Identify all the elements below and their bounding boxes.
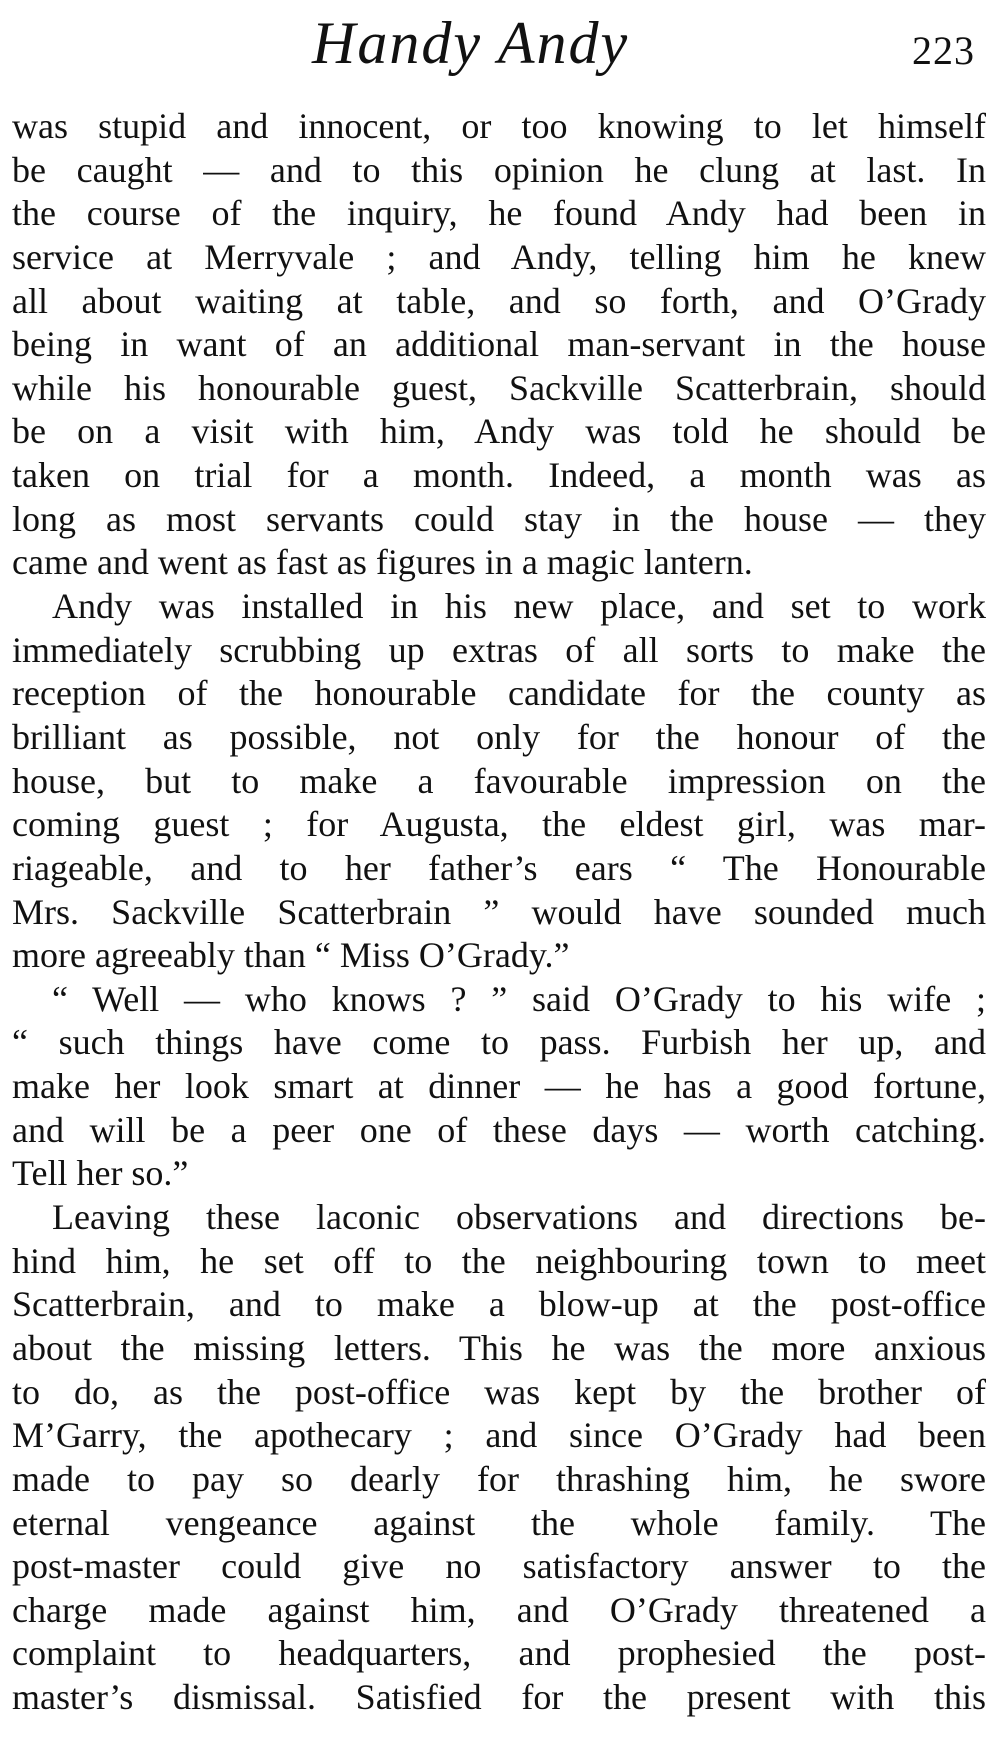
page-number: 223 xyxy=(912,28,975,73)
text-line: the course of the inquiry, he found Andy had been in xyxy=(12,193,986,234)
text-line: to do, as the post-office was kept by the brother of xyxy=(12,1371,986,1412)
text-line: eternal vengeance against the whole family. The xyxy=(12,1502,986,1543)
text-line: made to pay so dearly for thrashing him, he swore xyxy=(12,1458,986,1499)
text-line: immediately scrubbing up extras of all sorts to make the xyxy=(12,629,986,670)
text-line: long as most servants could stay in the house — they xyxy=(12,498,986,539)
text-line: brilliant as possible, not only for the honour of the xyxy=(12,716,986,757)
text-line: charge made against him, and O’Grady threatened a xyxy=(12,1589,986,1630)
text-line: Andy was installed in his new place, and set to work xyxy=(52,586,986,627)
text-line: riageable, and to her father’s ears “ The Honourable xyxy=(12,847,986,888)
text-line: “ such things have come to pass. Furbish her up, and xyxy=(12,1022,986,1063)
text-line: about the missing letters. This he was the more anxious xyxy=(12,1327,986,1368)
text-line: was stupid and innocent, or too knowing to let himself xyxy=(12,106,986,146)
text-line: and will be a peer one of these days — worth catching. xyxy=(12,1109,986,1150)
text-line: make her look smart at dinner — he has a good fortune, xyxy=(12,1066,986,1107)
text-line: “ Well — who knows ? ” said O’Grady to his wife ; xyxy=(52,978,986,1019)
text-line: be caught — and to this opinion he clung at last. In xyxy=(12,149,986,190)
text-line: complaint to headquarters, and prophesied the post- xyxy=(12,1633,986,1674)
text-line: service at Merryvale ; and Andy, telling him he knew xyxy=(12,236,986,277)
text-line: came and went as fast as figures in a magic lantern. xyxy=(12,542,753,583)
text-line: more agreeably than “ Miss O’Grady.” xyxy=(12,935,570,976)
text-line: while his honourable guest, Sackville Scatterbrain, should xyxy=(12,367,986,408)
text-line: taken on trial for a month. Indeed, a month was as xyxy=(12,455,986,496)
text-line: all about waiting at table, and so forth, and O’Grady xyxy=(12,280,986,321)
text-line: house, but to make a favourable impression on the xyxy=(12,760,986,801)
running-head xyxy=(0,8,1000,98)
text-line: Leaving these laconic observations and directions be- xyxy=(52,1197,986,1238)
text-line: master’s dismissal. Satisfied for the present with this xyxy=(12,1677,986,1718)
text-line: hind him, he set off to the neighbouring town to meet xyxy=(12,1240,986,1281)
text-line: being in want of an additional man-servant in the house xyxy=(12,324,986,365)
text-line: Tell her so.” xyxy=(12,1153,189,1194)
body-text xyxy=(12,105,986,1720)
running-title: Handy Andy xyxy=(312,10,630,76)
text-line: Scatterbrain, and to make a blow-up at the post-office xyxy=(12,1284,986,1325)
text-line: M’Garry, the apothecary ; and since O’Grady had been xyxy=(12,1415,986,1456)
text-line: reception of the honourable candidate for the county as xyxy=(12,673,986,714)
text-line: be on a visit with him, Andy was told he should be xyxy=(12,411,986,452)
text-line: post-master could give no satisfactory answer to the xyxy=(12,1546,986,1587)
text-line: coming guest ; for Augusta, the eldest girl, was mar- xyxy=(12,804,986,845)
text-line: Mrs. Sackville Scatterbrain ” would have sounded much xyxy=(12,891,986,932)
